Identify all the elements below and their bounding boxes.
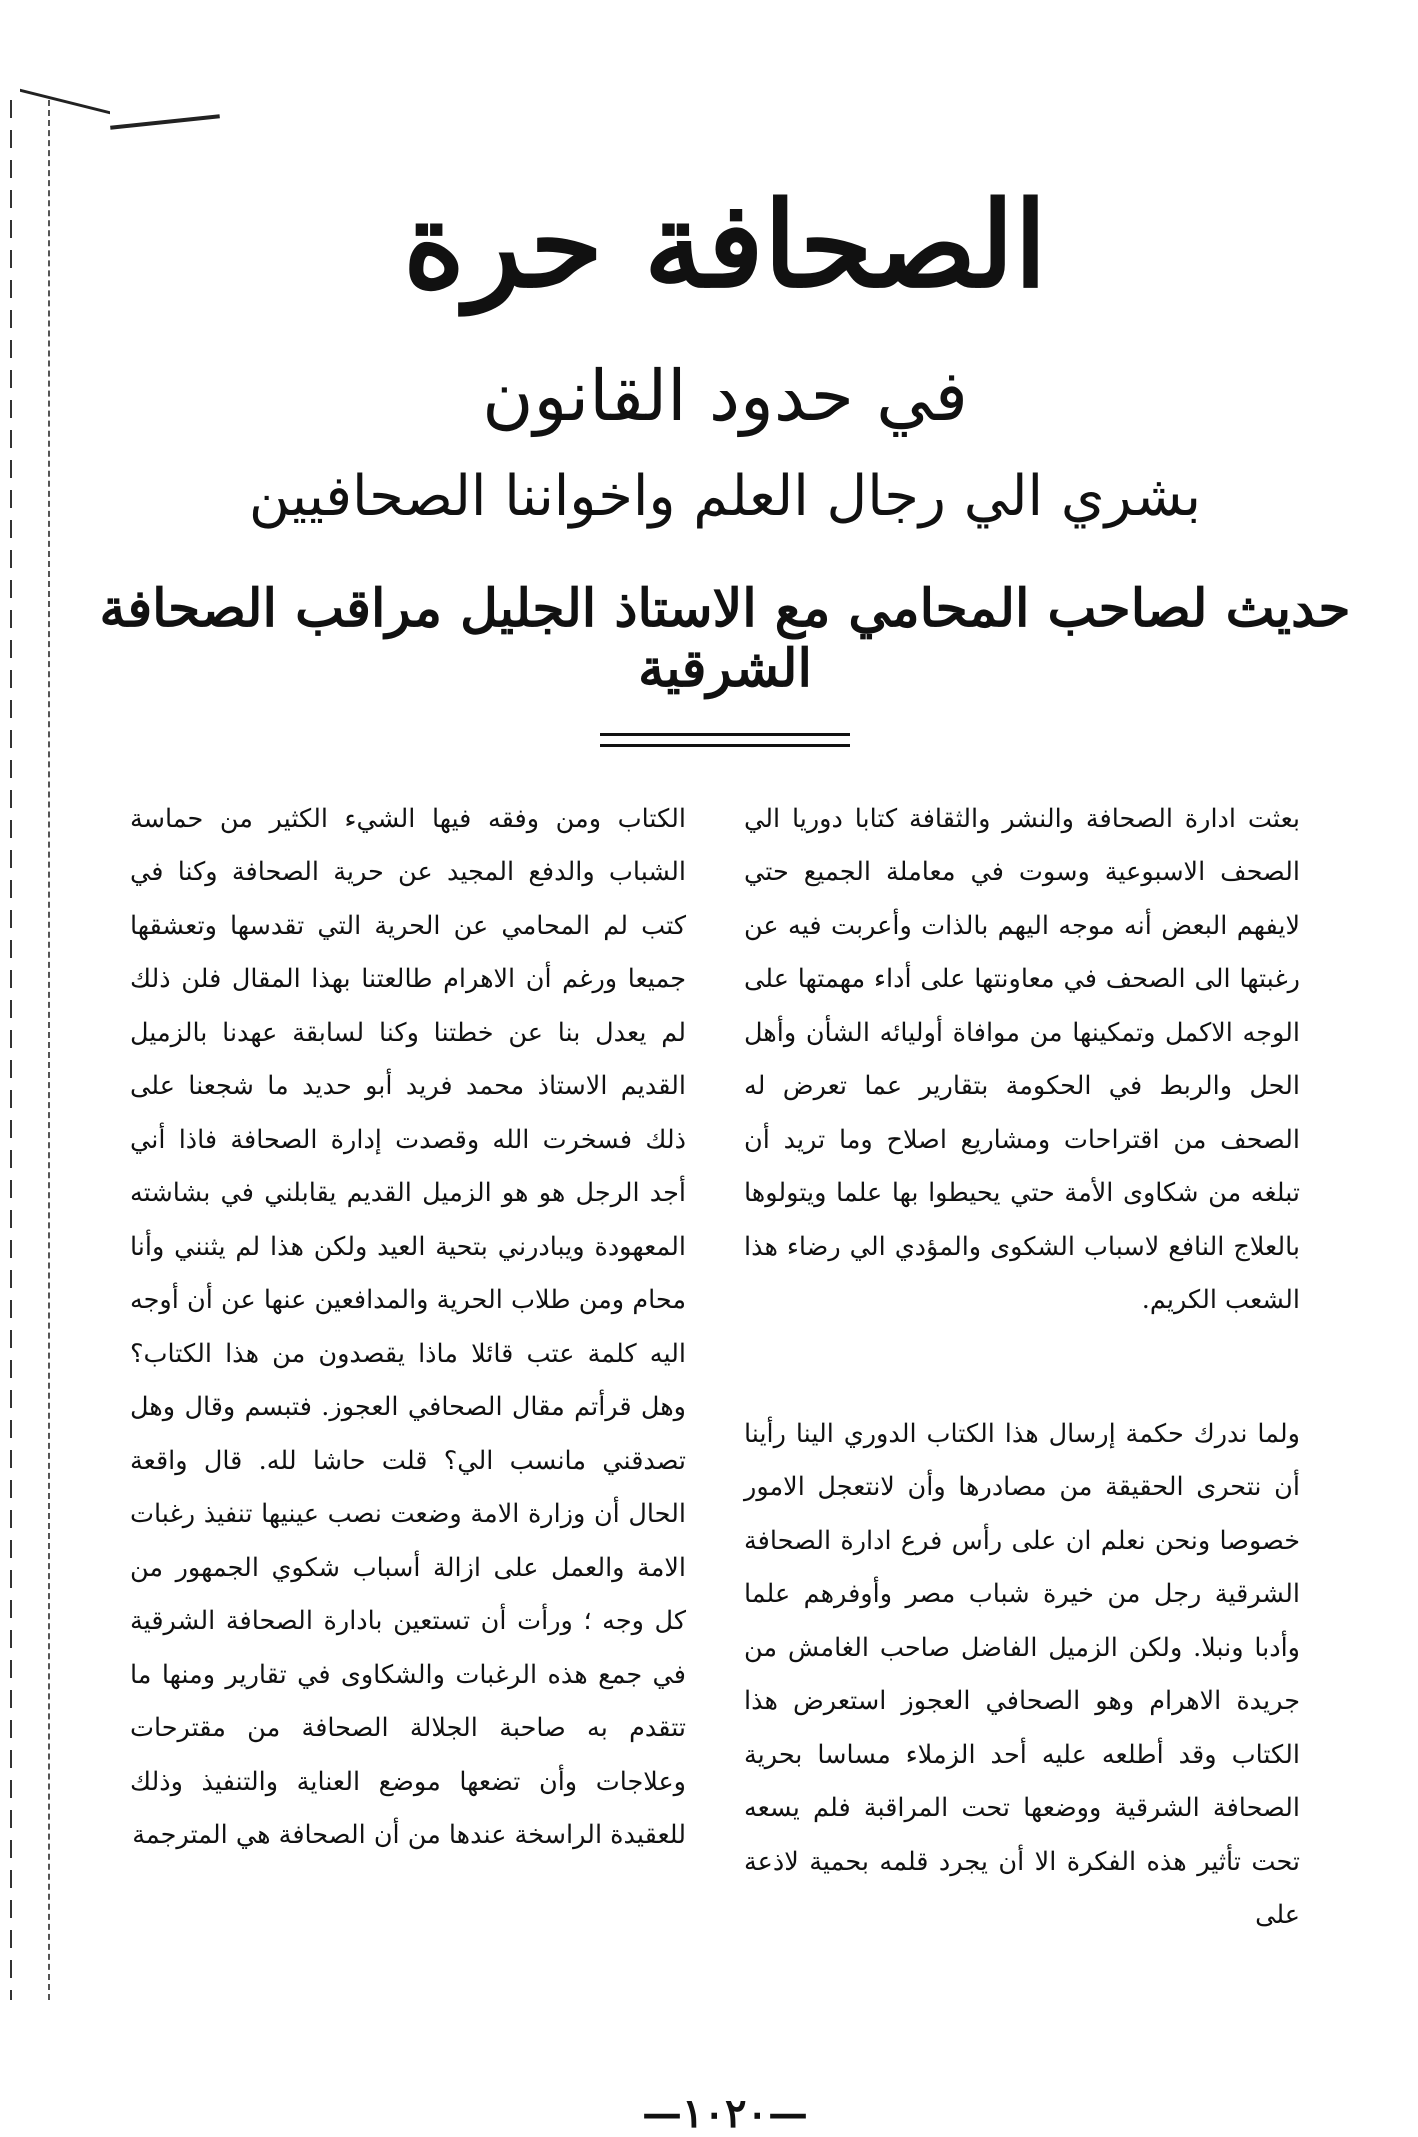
article-title: الصحافة حرة xyxy=(403,175,1047,314)
page-number: —١٠٢٠— xyxy=(642,2090,808,2137)
article-page xyxy=(90,175,1360,2137)
double-rule-divider xyxy=(600,733,850,747)
column-left-paragraph-1: الكتاب ومن وفقه فيها الشيء الكثير من حماسة الشباب والدفع المجيد عن حرية الصحافة وكنا في كتب لم المحامي عن الحرية التي تقدسها وتعشقها جميعا ورغم أن الاهرام طالعتنا بهذا المقال فلن ذلك لم يعدل بنا عن خطتنا وكنا لسابقة عهدنا بالزميل القديم الاستاذ محمد فريد أبو حديد ما شجعنا على ذلك فسخرت الله وقصدت إدارة الصحافة فاذا أني أجد الرجل هو هو الزميل القديم يقابلني في بشاشته المعهودة ويبادرني بتحية العيد ولكن هذا لم يثنني وأنا محام ومن طلاب الحرية والمدافعين عنها عن أن أوجه اليه كلمة عتب قائلا ماذا يقصدون من هذا الكتاب؟ وهل قرأتم مقال الصحافي العجوز. فتبسم وقال وهل تصدقني مانسب الي؟ قلت حاشا لله. قال واقعة الحال أن وزارة الامة وضعت نصب عينيها تنفيذ رغبات الامة والعمل على ازالة أسباب شكوي الجمهور من كل وجه ؛ ورأت أن تستعين بادارة الصحافة الشرقية في جمع هذه الرغبات والشكاوى في تقارير ومنها ما تتقدم به صاحبة الجلالة الصحافة من مقترحات وعلاجات وأن تضعها موضع العناية والتنفيذ وذلك للعقيدة الراسخة عندها من أن الصحافة هي المترجمة xyxy=(130,803,686,1851)
column-right-paragraph-2: ولما ندرك حكمة إرسال هذا الكتاب الدوري الينا رأينا أن نتحرى الحقيقة من مصادرها وأن لانتعجل الامور خصوصا ونحن نعلم ان على رأس فرع ادارة الصحافة الشرقية رجل من خيرة شباب مصر وأوفرهم علما وأدبا ونبلا. ولكن الزميل الفاضل صاحب الغامش من جريدة الاهرام وهو الصحافي العجوز استعرض هذا الكتاب وقد أطلعه عليه أحد الزملاء مساسا بحرية الصحافة الشرقية ووضعها تحت المراقبة فلم يسعه تحت تأثير هذه الفكرة الا أن يجرد قلمه بحمية لاذعة على xyxy=(744,1418,1300,1931)
article-columns xyxy=(90,793,1360,1943)
scan-binding-edge xyxy=(0,100,50,2000)
column-left xyxy=(130,793,686,1943)
column-right xyxy=(744,793,1300,1943)
article-headline: حديث لصاحب المحامي مع الاستاذ الجليل مراقب الصحافة الشرقية xyxy=(99,578,1351,699)
scan-corner-stroke xyxy=(110,114,220,129)
column-right-paragraph-1: بعثت ادارة الصحافة والنشر والثقافة كتابا دوريا الي الصحف الاسبوعية وسوت في معاملة الجميع حتي لايفهم البعض أنه موجه اليهم بالذات وأعربت فيه عن رغبتها الى الصحف في معاونتها على أداء مهمتها على الوجه الاكمل وتمكينها من موافاة أوليائه الشأن وأهل الحل والربط في الحكومة بتقارير عما تعرض له الصحف من اقتراحات ومشاريع اصلاح وما تريد أن تبلغه من شكاوى الأمة حتي يحيطوا بها علما ويتولوها بالعلاج النافع لاسباب الشكوى والمؤدي الي رضاء هذا الشعب الكريم. xyxy=(744,803,1300,1316)
paragraph-gap xyxy=(744,1328,1300,1408)
article-tagline: بشري الي رجال العلم واخواننا الصحافيين xyxy=(248,463,1202,529)
article-subtitle: في حدود القانون xyxy=(482,354,968,437)
